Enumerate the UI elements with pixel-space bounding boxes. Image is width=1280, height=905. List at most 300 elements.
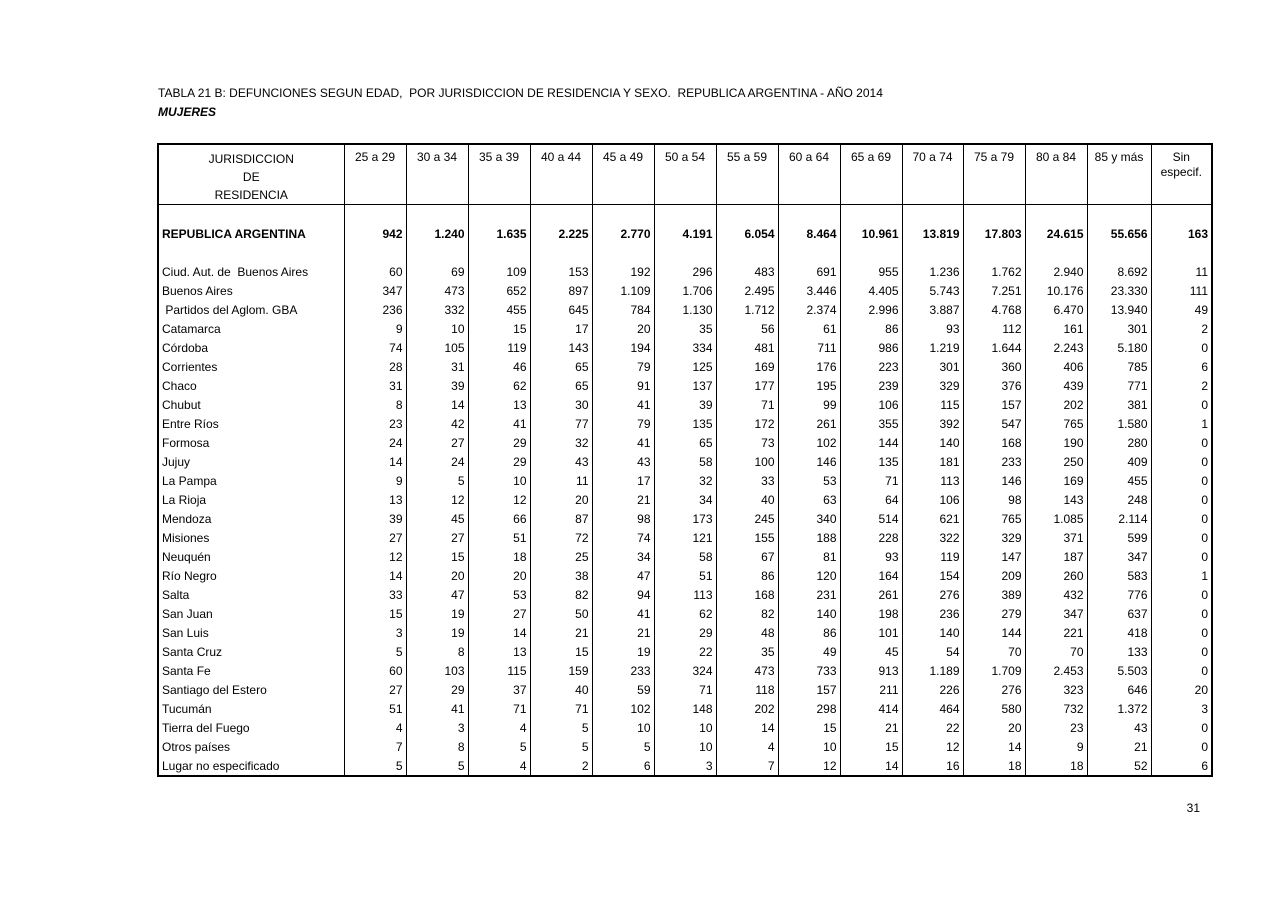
value-cell: 332 bbox=[406, 301, 468, 320]
value-cell: 473 bbox=[716, 662, 778, 681]
value-cell: 12 bbox=[406, 491, 468, 510]
value-cell: 260 bbox=[1025, 567, 1087, 586]
value-cell: 3 bbox=[654, 757, 716, 776]
value-cell: 101 bbox=[840, 624, 902, 643]
value-cell: 62 bbox=[654, 605, 716, 624]
value-cell: 155 bbox=[716, 529, 778, 548]
value-cell: 140 bbox=[902, 434, 963, 453]
value-cell: 223 bbox=[840, 358, 902, 377]
table-row bbox=[158, 301, 1212, 320]
value-cell: 1.644 bbox=[963, 339, 1025, 358]
value-cell: 1.240 bbox=[406, 223, 468, 245]
value-cell: 192 bbox=[592, 263, 654, 282]
row-label: Jujuy bbox=[158, 453, 344, 472]
value-cell: 49 bbox=[778, 643, 840, 662]
value-cell: 6 bbox=[592, 757, 654, 776]
row-label: Río Negro bbox=[158, 567, 344, 586]
value-cell: 41 bbox=[592, 396, 654, 415]
value-cell: 98 bbox=[963, 491, 1025, 510]
value-cell: 324 bbox=[654, 662, 716, 681]
row-label: San Juan bbox=[158, 605, 344, 624]
value-cell: 14 bbox=[344, 453, 406, 472]
empty-cell bbox=[963, 245, 1025, 263]
value-cell: 9 bbox=[344, 320, 406, 339]
value-cell: 376 bbox=[963, 377, 1025, 396]
value-cell: 10 bbox=[592, 719, 654, 738]
value-cell: 1 bbox=[1151, 567, 1212, 586]
empty-cell bbox=[468, 245, 530, 263]
value-cell: 79 bbox=[592, 415, 654, 434]
value-cell: 261 bbox=[778, 415, 840, 434]
value-cell: 771 bbox=[1087, 377, 1151, 396]
value-cell: 13.819 bbox=[902, 223, 963, 245]
value-cell: 198 bbox=[840, 605, 902, 624]
value-cell: 144 bbox=[963, 624, 1025, 643]
value-cell: 19 bbox=[406, 624, 468, 643]
value-cell: 16 bbox=[902, 757, 963, 776]
column-header-45-a-49: 45 a 49 bbox=[592, 144, 654, 205]
value-cell: 10 bbox=[654, 738, 716, 757]
value-cell: 43 bbox=[1087, 719, 1151, 738]
row-label: Otros países bbox=[158, 738, 344, 757]
value-cell: 55.656 bbox=[1087, 223, 1151, 245]
value-cell: 66 bbox=[468, 510, 530, 529]
value-cell: 13.940 bbox=[1087, 301, 1151, 320]
table-row bbox=[158, 282, 1212, 301]
value-cell: 41 bbox=[592, 605, 654, 624]
row-label: Formosa bbox=[158, 434, 344, 453]
value-cell: 4 bbox=[716, 738, 778, 757]
table-row bbox=[158, 567, 1212, 586]
value-cell: 31 bbox=[344, 377, 406, 396]
value-cell: 2.495 bbox=[716, 282, 778, 301]
value-cell: 1.219 bbox=[902, 339, 963, 358]
value-cell: 30 bbox=[530, 396, 592, 415]
value-cell: 1.372 bbox=[1087, 700, 1151, 719]
value-cell: 233 bbox=[592, 662, 654, 681]
row-label: Mendoza bbox=[158, 510, 344, 529]
value-cell: 29 bbox=[654, 624, 716, 643]
value-cell: 21 bbox=[1087, 738, 1151, 757]
empty-cell bbox=[592, 205, 654, 223]
value-cell: 439 bbox=[1025, 377, 1087, 396]
value-cell: 135 bbox=[654, 415, 716, 434]
empty-cell bbox=[530, 205, 592, 223]
value-cell: 27 bbox=[406, 529, 468, 548]
value-cell: 248 bbox=[1087, 491, 1151, 510]
value-cell: 0 bbox=[1151, 434, 1212, 453]
value-cell: 56 bbox=[716, 320, 778, 339]
value-cell: 5 bbox=[344, 757, 406, 776]
value-cell: 48 bbox=[716, 624, 778, 643]
value-cell: 112 bbox=[963, 320, 1025, 339]
value-cell: 1 bbox=[1151, 415, 1212, 434]
table-row bbox=[158, 358, 1212, 377]
value-cell: 52 bbox=[1087, 757, 1151, 776]
row-label: Tierra del Fuego bbox=[158, 719, 344, 738]
empty-cell bbox=[344, 245, 406, 263]
value-cell: 17 bbox=[530, 320, 592, 339]
value-cell: 187 bbox=[1025, 548, 1087, 567]
table-row bbox=[158, 719, 1212, 738]
table-row bbox=[158, 643, 1212, 662]
value-cell: 371 bbox=[1025, 529, 1087, 548]
row-label: Córdoba bbox=[158, 339, 344, 358]
value-cell: 0 bbox=[1151, 529, 1212, 548]
value-cell: 733 bbox=[778, 662, 840, 681]
value-cell: 153 bbox=[530, 263, 592, 282]
value-cell: 20 bbox=[406, 567, 468, 586]
table-row bbox=[158, 491, 1212, 510]
value-cell: 14 bbox=[344, 567, 406, 586]
value-cell: 91 bbox=[592, 377, 654, 396]
value-cell: 23 bbox=[344, 415, 406, 434]
value-cell: 27 bbox=[344, 681, 406, 700]
value-cell: 125 bbox=[654, 358, 716, 377]
value-cell: 50 bbox=[530, 605, 592, 624]
value-cell: 6 bbox=[1151, 757, 1212, 776]
value-cell: 61 bbox=[778, 320, 840, 339]
value-cell: 691 bbox=[778, 263, 840, 282]
table-row bbox=[158, 662, 1212, 681]
value-cell: 12 bbox=[344, 548, 406, 567]
value-cell: 54 bbox=[902, 643, 963, 662]
empty-cell bbox=[716, 205, 778, 223]
value-cell: 20 bbox=[468, 567, 530, 586]
value-cell: 455 bbox=[468, 301, 530, 320]
value-cell: 62 bbox=[468, 377, 530, 396]
value-cell: 135 bbox=[840, 453, 902, 472]
value-cell: 409 bbox=[1087, 453, 1151, 472]
value-cell: 169 bbox=[716, 358, 778, 377]
value-cell: 233 bbox=[963, 453, 1025, 472]
value-cell: 28 bbox=[344, 358, 406, 377]
column-header-jurisdiccion bbox=[158, 144, 344, 205]
value-cell: 250 bbox=[1025, 453, 1087, 472]
value-cell: 4.405 bbox=[840, 282, 902, 301]
empty-cell bbox=[158, 245, 344, 263]
table-row bbox=[158, 757, 1212, 776]
value-cell: 301 bbox=[1087, 320, 1151, 339]
value-cell: 360 bbox=[963, 358, 1025, 377]
value-cell: 432 bbox=[1025, 586, 1087, 605]
value-cell: 14 bbox=[840, 757, 902, 776]
value-cell: 4.191 bbox=[654, 223, 716, 245]
value-cell: 239 bbox=[840, 377, 902, 396]
value-cell: 0 bbox=[1151, 510, 1212, 529]
value-cell: 27 bbox=[344, 529, 406, 548]
column-header-55-a-59: 55 a 59 bbox=[716, 144, 778, 205]
value-cell: 5.503 bbox=[1087, 662, 1151, 681]
value-cell: 143 bbox=[1025, 491, 1087, 510]
value-cell: 296 bbox=[654, 263, 716, 282]
value-cell: 276 bbox=[963, 681, 1025, 700]
value-cell: 0 bbox=[1151, 472, 1212, 491]
table-subtitle: MUJERES bbox=[158, 105, 217, 119]
empty-cell bbox=[592, 245, 654, 263]
value-cell: 105 bbox=[406, 339, 468, 358]
value-cell: 583 bbox=[1087, 567, 1151, 586]
value-cell: 159 bbox=[530, 662, 592, 681]
value-cell: 646 bbox=[1087, 681, 1151, 700]
value-cell: 347 bbox=[1087, 548, 1151, 567]
value-cell: 18 bbox=[468, 548, 530, 567]
value-cell: 1.762 bbox=[963, 263, 1025, 282]
value-cell: 140 bbox=[778, 605, 840, 624]
value-cell: 47 bbox=[592, 567, 654, 586]
value-cell: 279 bbox=[963, 605, 1025, 624]
value-cell: 94 bbox=[592, 586, 654, 605]
value-cell: 24.615 bbox=[1025, 223, 1087, 245]
value-cell: 43 bbox=[530, 453, 592, 472]
value-cell: 71 bbox=[716, 396, 778, 415]
value-cell: 1.635 bbox=[468, 223, 530, 245]
value-cell: 82 bbox=[716, 605, 778, 624]
value-cell: 236 bbox=[344, 301, 406, 320]
empty-cell bbox=[902, 205, 963, 223]
empty-cell bbox=[530, 245, 592, 263]
value-cell: 176 bbox=[778, 358, 840, 377]
value-cell: 120 bbox=[778, 567, 840, 586]
value-cell: 2.453 bbox=[1025, 662, 1087, 681]
row-label: Ciud. Aut. de Buenos Aires bbox=[158, 263, 344, 282]
value-cell: 163 bbox=[1151, 223, 1212, 245]
value-cell: 514 bbox=[840, 510, 902, 529]
value-cell: 17.803 bbox=[963, 223, 1025, 245]
empty-cell bbox=[1151, 205, 1212, 223]
value-cell: 5 bbox=[468, 738, 530, 757]
value-cell: 1.712 bbox=[716, 301, 778, 320]
value-cell: 381 bbox=[1087, 396, 1151, 415]
column-header-40-a-44: 40 a 44 bbox=[530, 144, 592, 205]
value-cell: 53 bbox=[778, 472, 840, 491]
value-cell: 102 bbox=[592, 700, 654, 719]
table-row bbox=[158, 624, 1212, 643]
row-label: San Luis bbox=[158, 624, 344, 643]
value-cell: 418 bbox=[1087, 624, 1151, 643]
value-cell: 389 bbox=[963, 586, 1025, 605]
value-cell: 133 bbox=[1087, 643, 1151, 662]
value-cell: 147 bbox=[963, 548, 1025, 567]
value-cell: 144 bbox=[840, 434, 902, 453]
value-cell: 6.470 bbox=[1025, 301, 1087, 320]
value-cell: 0 bbox=[1151, 586, 1212, 605]
value-cell: 14 bbox=[468, 624, 530, 643]
value-cell: 24 bbox=[344, 434, 406, 453]
value-cell: 29 bbox=[406, 681, 468, 700]
value-cell: 322 bbox=[902, 529, 963, 548]
value-cell: 2.114 bbox=[1087, 510, 1151, 529]
value-cell: 414 bbox=[840, 700, 902, 719]
value-cell: 113 bbox=[654, 586, 716, 605]
value-cell: 14 bbox=[716, 719, 778, 738]
value-cell: 785 bbox=[1087, 358, 1151, 377]
value-cell: 4 bbox=[468, 719, 530, 738]
value-cell: 58 bbox=[654, 453, 716, 472]
value-cell: 12 bbox=[902, 738, 963, 757]
value-cell: 0 bbox=[1151, 662, 1212, 681]
table-title: TABLA 21 B: DEFUNCIONES SEGUN EDAD, POR JURISDICCION DE RESIDENCIA Y SEXO. REPUBLICA ARGENTINA - AÑO 2014 bbox=[158, 86, 883, 100]
value-cell: 13 bbox=[344, 491, 406, 510]
value-cell: 0 bbox=[1151, 719, 1212, 738]
value-cell: 194 bbox=[592, 339, 654, 358]
value-cell: 34 bbox=[592, 548, 654, 567]
value-cell: 65 bbox=[654, 434, 716, 453]
value-cell: 39 bbox=[654, 396, 716, 415]
value-cell: 31 bbox=[406, 358, 468, 377]
table-row bbox=[158, 472, 1212, 491]
jurisdiccion-header-line: DE bbox=[242, 170, 260, 184]
column-header-70-a-74: 70 a 74 bbox=[902, 144, 963, 205]
empty-cell bbox=[1087, 205, 1151, 223]
value-cell: 481 bbox=[716, 339, 778, 358]
value-cell: 106 bbox=[902, 491, 963, 510]
column-header-35-a-39: 35 a 39 bbox=[468, 144, 530, 205]
row-label: La Rioja bbox=[158, 491, 344, 510]
value-cell: 154 bbox=[902, 567, 963, 586]
row-label: La Pampa bbox=[158, 472, 344, 491]
value-cell: 202 bbox=[716, 700, 778, 719]
table-row bbox=[158, 605, 1212, 624]
value-cell: 7 bbox=[716, 757, 778, 776]
empty-cell bbox=[468, 205, 530, 223]
value-cell: 276 bbox=[902, 586, 963, 605]
value-cell: 100 bbox=[716, 453, 778, 472]
empty-cell bbox=[1025, 205, 1087, 223]
column-header-75-a-79: 75 a 79 bbox=[963, 144, 1025, 205]
value-cell: 24 bbox=[406, 453, 468, 472]
row-label: Tucumán bbox=[158, 700, 344, 719]
empty-cell bbox=[1151, 245, 1212, 263]
value-cell: 0 bbox=[1151, 548, 1212, 567]
value-cell: 35 bbox=[654, 320, 716, 339]
value-cell: 245 bbox=[716, 510, 778, 529]
value-cell: 0 bbox=[1151, 624, 1212, 643]
value-cell: 10 bbox=[468, 472, 530, 491]
value-cell: 5 bbox=[406, 472, 468, 491]
table-row bbox=[158, 738, 1212, 757]
value-cell: 8 bbox=[406, 643, 468, 662]
value-cell: 146 bbox=[963, 472, 1025, 491]
table-row bbox=[158, 453, 1212, 472]
table-row bbox=[158, 548, 1212, 567]
empty-cell bbox=[716, 245, 778, 263]
row-label: Catamarca bbox=[158, 320, 344, 339]
value-cell: 33 bbox=[344, 586, 406, 605]
value-cell: 121 bbox=[654, 529, 716, 548]
value-cell: 22 bbox=[654, 643, 716, 662]
value-cell: 51 bbox=[654, 567, 716, 586]
row-label: Neuquén bbox=[158, 548, 344, 567]
value-cell: 11 bbox=[1151, 263, 1212, 282]
value-cell: 72 bbox=[530, 529, 592, 548]
value-cell: 776 bbox=[1087, 586, 1151, 605]
value-cell: 111 bbox=[1151, 282, 1212, 301]
value-cell: 406 bbox=[1025, 358, 1087, 377]
row-label: Lugar no especificado bbox=[158, 757, 344, 776]
value-cell: 32 bbox=[530, 434, 592, 453]
value-cell: 74 bbox=[344, 339, 406, 358]
value-cell: 236 bbox=[902, 605, 963, 624]
value-cell: 169 bbox=[1025, 472, 1087, 491]
value-cell: 168 bbox=[963, 434, 1025, 453]
value-cell: 34 bbox=[654, 491, 716, 510]
value-cell: 15 bbox=[840, 738, 902, 757]
value-cell: 12 bbox=[468, 491, 530, 510]
value-cell: 2.996 bbox=[840, 301, 902, 320]
value-cell: 19 bbox=[592, 643, 654, 662]
value-cell: 15 bbox=[344, 605, 406, 624]
value-cell: 164 bbox=[840, 567, 902, 586]
value-cell: 3 bbox=[406, 719, 468, 738]
table-row bbox=[158, 434, 1212, 453]
value-cell: 79 bbox=[592, 358, 654, 377]
value-cell: 140 bbox=[902, 624, 963, 643]
value-cell: 20 bbox=[530, 491, 592, 510]
value-cell: 2 bbox=[1151, 377, 1212, 396]
value-cell: 8.692 bbox=[1087, 263, 1151, 282]
value-cell: 711 bbox=[778, 339, 840, 358]
value-cell: 5 bbox=[406, 757, 468, 776]
value-cell: 19 bbox=[406, 605, 468, 624]
row-label: Santa Cruz bbox=[158, 643, 344, 662]
value-cell: 1.189 bbox=[902, 662, 963, 681]
value-cell: 161 bbox=[1025, 320, 1087, 339]
value-cell: 86 bbox=[778, 624, 840, 643]
value-cell: 1.109 bbox=[592, 282, 654, 301]
empty-cell bbox=[158, 205, 344, 223]
table-row bbox=[158, 529, 1212, 548]
value-cell: 47 bbox=[406, 586, 468, 605]
value-cell: 1.085 bbox=[1025, 510, 1087, 529]
value-cell: 298 bbox=[778, 700, 840, 719]
value-cell: 86 bbox=[840, 320, 902, 339]
value-cell: 9 bbox=[1025, 738, 1087, 757]
value-cell: 23 bbox=[1025, 719, 1087, 738]
value-cell: 5 bbox=[530, 719, 592, 738]
value-cell: 8.464 bbox=[778, 223, 840, 245]
value-cell: 181 bbox=[902, 453, 963, 472]
value-cell: 5.743 bbox=[902, 282, 963, 301]
table-header-row bbox=[158, 144, 1212, 205]
value-cell: 157 bbox=[963, 396, 1025, 415]
value-cell: 15 bbox=[530, 643, 592, 662]
value-cell: 913 bbox=[840, 662, 902, 681]
value-cell: 137 bbox=[654, 377, 716, 396]
value-cell: 58 bbox=[654, 548, 716, 567]
table-row-total bbox=[158, 223, 1212, 245]
value-cell: 118 bbox=[716, 681, 778, 700]
empty-cell bbox=[840, 205, 902, 223]
value-cell: 37 bbox=[468, 681, 530, 700]
empty-cell bbox=[778, 245, 840, 263]
value-cell: 473 bbox=[406, 282, 468, 301]
value-cell: 15 bbox=[778, 719, 840, 738]
value-cell: 42 bbox=[406, 415, 468, 434]
value-cell: 69 bbox=[406, 263, 468, 282]
value-cell: 21 bbox=[592, 491, 654, 510]
value-cell: 3.887 bbox=[902, 301, 963, 320]
value-cell: 148 bbox=[654, 700, 716, 719]
table-row bbox=[158, 510, 1212, 529]
value-cell: 46 bbox=[468, 358, 530, 377]
value-cell: 168 bbox=[716, 586, 778, 605]
value-cell: 70 bbox=[963, 643, 1025, 662]
value-cell: 2 bbox=[530, 757, 592, 776]
value-cell: 0 bbox=[1151, 453, 1212, 472]
value-cell: 1.130 bbox=[654, 301, 716, 320]
value-cell: 41 bbox=[592, 434, 654, 453]
